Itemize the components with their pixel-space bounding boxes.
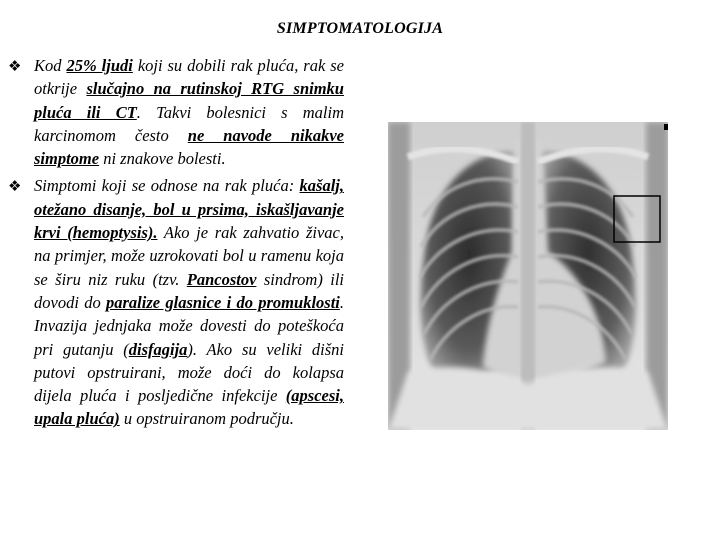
bullet-item-2 bbox=[8, 174, 344, 430]
body-text: . Takvi bolesnici s malim karcinomom često bbox=[34, 102, 344, 145]
emphasis-text: Pancostov bbox=[186, 269, 257, 289]
emphasis-text: 25% ljudi bbox=[66, 56, 133, 75]
diamond-bullet-icon: ❖ bbox=[8, 57, 22, 75]
body-text: Kod bbox=[34, 56, 67, 75]
bullet-text-2 bbox=[34, 174, 344, 430]
body-text: u opstruiranom području. bbox=[119, 409, 294, 429]
page-title: SIMPTOMATOLOGIJA bbox=[276, 20, 444, 37]
emphasis-text: disfagija bbox=[128, 339, 188, 359]
body-text: koji su dobili rak pluća, rak se otkrije bbox=[34, 56, 344, 99]
body-text: . Invazija jednjaka može dovesti do poteškoća pri gutanju ( bbox=[34, 292, 344, 359]
emphasis-text: paralize glasnice i do promuklosti bbox=[106, 292, 340, 312]
emphasis-text: (apscesi, upala pluća) bbox=[34, 386, 344, 429]
bullet-text-1 bbox=[34, 54, 344, 170]
bullet-list bbox=[8, 54, 344, 435]
bullet-item-1 bbox=[8, 54, 344, 170]
chest-xray-image bbox=[388, 122, 668, 430]
body-text: ). Ako su veliki dišni putovi opstruirani, može doći do kolapsa dijela pluća i posljedične infekcije bbox=[34, 339, 344, 406]
emphasis-text: ne navode nikakve simptome bbox=[34, 125, 345, 169]
emphasis-text: slučajno na rutinskoj RTG snimku pluća ili CT bbox=[34, 79, 344, 122]
body-text: Ako je rak zahvatio živac, na primjer, može uzrokovati bol u ramenu koja se širu niz ruku (tzv. bbox=[34, 223, 344, 289]
body-text: ni znakove bolesti. bbox=[99, 149, 226, 169]
emphasis-text: kašalj, otežano disanje, bol u prsima, iskašljavanje krvi (hemoptysis). bbox=[34, 176, 344, 243]
body-text: sindrom) ili dovodi do bbox=[34, 269, 344, 312]
diamond-bullet-icon: ❖ bbox=[8, 177, 22, 196]
body-text: Simptomi koji se odnose na rak pluća: bbox=[34, 176, 300, 196]
